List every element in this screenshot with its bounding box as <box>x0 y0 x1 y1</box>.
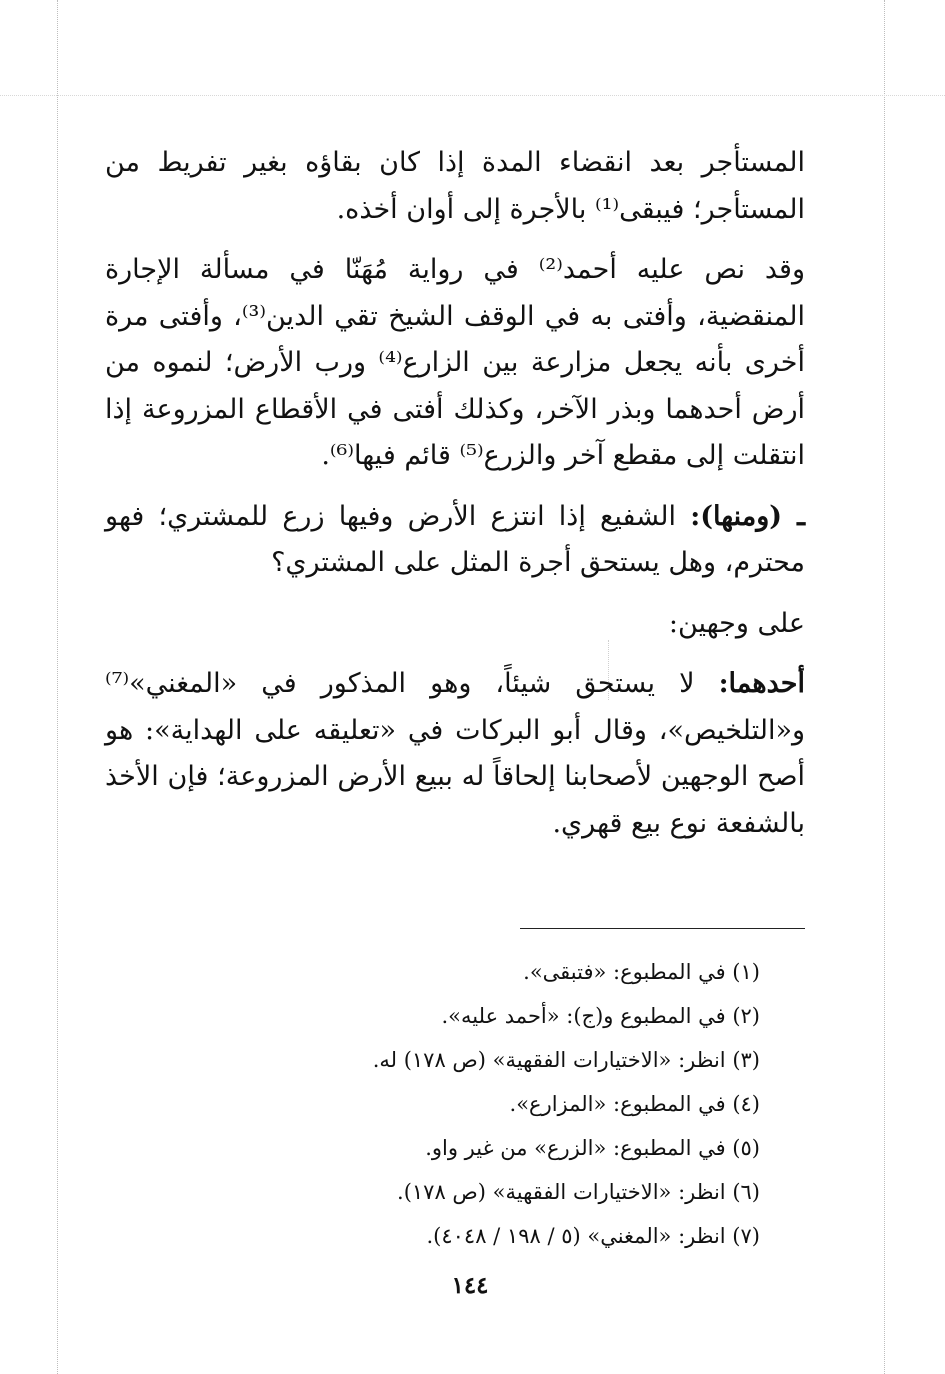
paragraph: المستأجر بعد انقضاء المدة إذا كان بقاؤه بغير تفريط من المستأجر؛ فيبقى⁽¹⁾ بالأجرة إلى أوان أخذه. <box>105 147 805 225</box>
footnote: (١) في المطبوع: «فتبقى». <box>523 960 760 984</box>
footnote: (٥) في المطبوع: «الزرع» من غير واو. <box>425 1136 760 1160</box>
footnote: (٦) انظر: «الاختيارات الفقهية» (ص ١٧٨). <box>397 1180 760 1204</box>
paragraph: على وجهين: <box>668 607 805 639</box>
right-guide-line <box>884 0 885 1374</box>
paragraph: ـ (ومنها): الشفيع إذا انتزع الأرض وفيها زرع للمشتري؛ فهو محترم، وهل يستحق أجرة المثل على المشتري؟ <box>105 500 805 578</box>
top-guide-line <box>0 95 945 96</box>
paragraph: أحدهما: لا يستحق شيئاً، وهو المذكور في «المغني»⁽⁷⁾ و«التلخيص»، وقال أبو البركات في «تعليقه على الهداية»: هو أصح الوجهين لأصحابنا إلحاقاً له ببيع الأرض المزروعة؛ فإن الأخذ بالشفعة نوع بيع قهري. <box>105 668 805 839</box>
page-number: ١٤٤ <box>451 1272 489 1299</box>
footnote: (٧) انظر: «المغني» (٥ / ١٩٨ / ٤٠٤٨). <box>426 1224 760 1248</box>
footnotes <box>300 950 760 1258</box>
footnote: (٢) في المطبوع و(ج): «أحمد عليه». <box>441 1004 760 1028</box>
footnote-separator <box>520 928 805 929</box>
main-text <box>105 140 805 861</box>
left-guide-line <box>57 0 58 1374</box>
paragraph: وقد نص عليه أحمد⁽²⁾ في رواية مُهَنّا في مسألة الإجارة المنقضية، وأفتى به في الوقف الشيخ تقي الدين⁽³⁾، وأفتى مرة أخرى بأنه يجعل مزارعة بين الزارع⁽⁴⁾ ورب الأرض؛ لنموه من أرض أحدهما وبذر الآخر، وكذلك أفتى في الأقطاع المزروعة إذا انتقلت إلى مقطع آخر والزرع⁽⁵⁾ قائم فيها⁽⁶⁾. <box>105 254 806 471</box>
footnote: (٣) انظر: «الاختيارات الفقهية» (ص ١٧٨) له. <box>372 1048 760 1072</box>
footnote: (٤) في المطبوع: «المزارع». <box>509 1092 760 1116</box>
